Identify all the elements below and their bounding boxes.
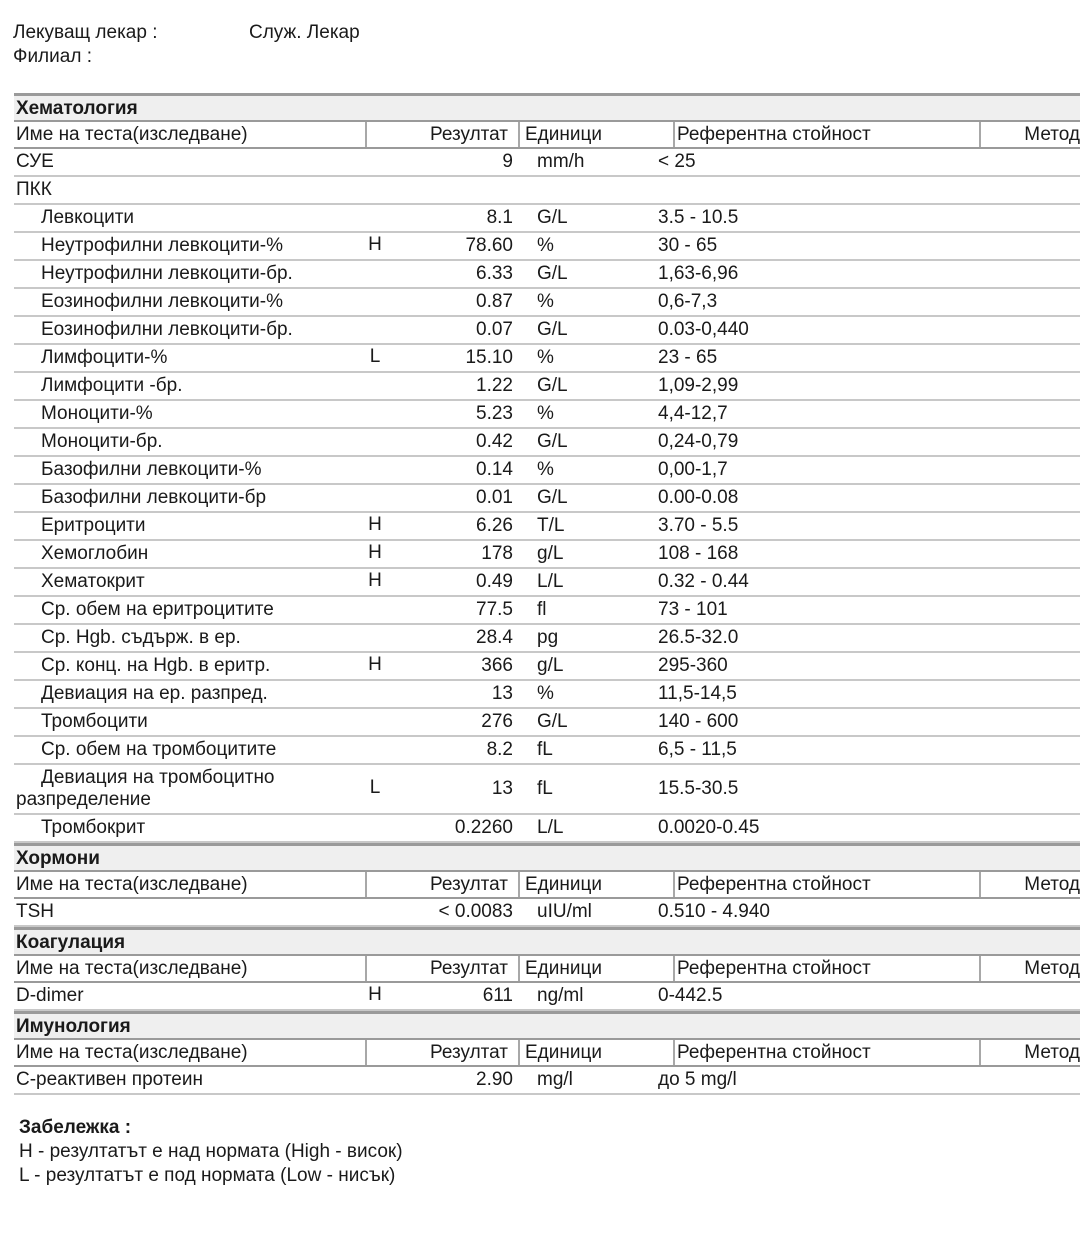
test-name: Лимфоцити -бр.: [41, 375, 183, 396]
result-unit: G/L: [537, 319, 568, 340]
section-title: Коагулация: [14, 927, 1080, 954]
test-name: Ср. конц. на Hgb. в еритр.: [41, 655, 271, 676]
reference-range: до 5 mg/l: [658, 1069, 737, 1090]
test-row: [14, 541, 1080, 569]
result-value: 13: [491, 683, 513, 704]
test-name: Ср. обем на еритроцитите: [41, 599, 274, 620]
test-row: [14, 737, 1080, 765]
result-flag: L: [369, 777, 381, 798]
test-name: Тромбокрит: [41, 817, 146, 838]
test-name: Лимфоцити-%: [41, 347, 168, 368]
test-name: Еозинофилни левкоцити-%: [41, 291, 283, 312]
test-row: [14, 261, 1080, 289]
result-unit: fL: [537, 778, 553, 799]
result-unit: mg/l: [537, 1069, 573, 1090]
col-header-reference: Референтна стойност: [673, 872, 979, 897]
reference-range: 0.00-0.08: [658, 487, 739, 508]
result-value: 78.60: [465, 235, 513, 256]
reference-range: 0.32 - 0.44: [658, 571, 749, 592]
column-header-row: [14, 870, 1080, 899]
reference-range: 4,4-12,7: [658, 403, 728, 424]
result-value: 611: [482, 985, 513, 1006]
reference-range: 6,5 - 11,5: [658, 739, 737, 760]
treating-doctor-label: Лекуващ лекар :: [13, 22, 158, 43]
test-row: [14, 373, 1080, 401]
result-value: 1.22: [476, 375, 513, 396]
test-row: [14, 653, 1080, 681]
reference-range: 23 - 65: [658, 347, 718, 368]
col-header-reference: Референтна стойност: [673, 122, 979, 147]
result-unit: L/L: [537, 817, 564, 838]
test-row: [14, 429, 1080, 457]
result-unit: %: [537, 403, 554, 424]
result-value: 0.2260: [454, 817, 513, 838]
col-header-units: Единици: [518, 1040, 673, 1065]
reference-range: 26.5-32.0: [658, 627, 739, 648]
result-value: 2.90: [476, 1069, 513, 1090]
result-unit: %: [537, 235, 554, 256]
result-unit: ng/ml: [537, 985, 584, 1006]
result-unit: %: [537, 683, 554, 704]
treating-doctor-value: Служ. Лекар: [249, 22, 360, 43]
result-value: 6.33: [476, 263, 513, 284]
test-row: [14, 625, 1080, 653]
note-low-line: L - резултатът е под нормата (Low - нисък): [19, 1165, 396, 1186]
result-unit: fl: [537, 599, 547, 620]
test-row: [14, 709, 1080, 737]
test-name: СУЕ: [16, 151, 54, 172]
reference-range: 3.5 - 10.5: [658, 207, 739, 228]
result-value: 77.5: [476, 599, 513, 620]
test-name: [14, 767, 365, 811]
result-value: 0.14: [476, 459, 513, 480]
note-high-line: H - резултатът е над нормата (High - висок): [19, 1141, 403, 1162]
test-name: Тромбоцити: [41, 711, 148, 732]
section-block: [14, 1011, 1080, 1095]
test-name: ПКК: [16, 179, 52, 200]
reference-range: 3.70 - 5.5: [658, 515, 739, 536]
col-header-units: Единици: [518, 956, 673, 981]
test-row: [14, 815, 1080, 843]
reference-range: 108 - 168: [658, 543, 739, 564]
reference-range: 30 - 65: [658, 235, 718, 256]
result-unit: mm/h: [537, 151, 585, 172]
reference-range: 1,63-6,96: [658, 263, 739, 284]
col-header-name: Име на теста(изследване): [16, 1042, 248, 1063]
column-header-row: [14, 1038, 1080, 1067]
test-name: Ср. обем на тромбоцитите: [41, 739, 277, 760]
result-unit: pg: [537, 627, 559, 648]
result-value: 13: [491, 778, 513, 799]
result-flag: H: [368, 514, 382, 535]
result-value: 366: [481, 655, 513, 676]
section-block: [14, 843, 1080, 927]
reference-range: 0.510 - 4.940: [658, 901, 770, 922]
result-value: 0.42: [476, 431, 513, 452]
col-header-result: Резултат: [365, 956, 518, 981]
test-name: Неутрофилни левкоцити-бр.: [41, 263, 293, 284]
result-unit: G/L: [537, 207, 568, 228]
test-row: [14, 681, 1080, 709]
col-header-reference: Референтна стойност: [673, 1040, 979, 1065]
reference-range: 11,5-14,5: [658, 683, 737, 704]
test-row: [14, 317, 1080, 345]
result-flag: H: [368, 234, 382, 255]
reference-range: 295-360: [658, 655, 728, 676]
test-name: Ср. Hgb. съдърж. в ер.: [41, 627, 241, 648]
test-row: [14, 345, 1080, 373]
reference-range: 0-442.5: [658, 985, 723, 1006]
test-row: [14, 401, 1080, 429]
result-unit: G/L: [537, 375, 568, 396]
test-name: Базофилни левкоцити-бр: [41, 487, 267, 508]
col-header-result: Резултат: [365, 872, 518, 897]
col-header-method: Метод: [979, 122, 1080, 147]
test-name: Хематокрит: [41, 571, 145, 592]
section-block: [14, 927, 1080, 1011]
col-header-result: Резултат: [365, 1040, 518, 1065]
result-value: 5.23: [476, 403, 513, 424]
reference-range: 15.5-30.5: [658, 778, 739, 799]
col-header-reference: Референтна стойност: [673, 956, 979, 981]
test-row: [14, 233, 1080, 261]
test-row: [14, 899, 1080, 927]
reference-range: 0.0020-0.45: [658, 817, 760, 838]
result-value: 28.4: [476, 627, 513, 648]
test-row: [14, 177, 1080, 205]
result-unit: G/L: [537, 431, 568, 452]
legend-note: [19, 1116, 403, 1188]
result-flag: H: [368, 570, 382, 591]
reference-range: 73 - 101: [658, 599, 728, 620]
col-header-units: Единици: [518, 872, 673, 897]
col-header-name: Име на теста(изследване): [16, 874, 248, 895]
result-flag: H: [368, 654, 382, 675]
test-row: [14, 569, 1080, 597]
test-row: [14, 457, 1080, 485]
test-row: [14, 289, 1080, 317]
test-name-line: Девиация на тромбоцитно: [41, 767, 275, 788]
test-name: Неутрофилни левкоцити-%: [41, 235, 283, 256]
result-unit: fL: [537, 739, 553, 760]
col-header-method: Метод: [979, 872, 1080, 897]
col-header-method: Метод: [979, 1040, 1080, 1065]
section-title: Имунология: [14, 1011, 1080, 1038]
test-row: [14, 485, 1080, 513]
reference-range: 0.03-0,440: [658, 319, 749, 340]
result-unit: T/L: [537, 515, 565, 536]
result-unit: %: [537, 291, 554, 312]
result-value: < 0.0083: [438, 901, 513, 922]
test-name: TSH: [16, 901, 54, 922]
result-unit: G/L: [537, 711, 568, 732]
result-flag: L: [369, 346, 381, 367]
section-block: [14, 93, 1080, 843]
result-unit: %: [537, 347, 554, 368]
note-title: Забележка :: [19, 1117, 132, 1138]
result-unit: L/L: [537, 571, 564, 592]
test-name: Девиация на ер. разпред.: [41, 683, 268, 704]
result-unit: uIU/ml: [537, 901, 592, 922]
results-report: [14, 93, 1080, 1095]
reference-range: 0,24-0,79: [658, 431, 739, 452]
col-header-method: Метод: [979, 956, 1080, 981]
test-name: Базофилни левкоцити-%: [41, 459, 262, 480]
reference-range: 0,6-7,3: [658, 291, 718, 312]
result-value: 0.07: [476, 319, 513, 340]
result-unit: g/L: [537, 543, 564, 564]
result-value: 0.49: [476, 571, 513, 592]
test-row: [14, 765, 1080, 815]
result-flag: H: [368, 984, 382, 1005]
result-value: 6.26: [476, 515, 513, 536]
test-name: Моноцити-%: [41, 403, 153, 424]
test-row: [14, 149, 1080, 177]
test-row: [14, 205, 1080, 233]
test-name-line: разпределение: [16, 789, 151, 810]
result-value: 15.10: [465, 347, 513, 368]
section-title: Хематология: [14, 93, 1080, 120]
test-row: [14, 597, 1080, 625]
col-header-result: Резултат: [365, 122, 518, 147]
reference-range: 1,09-2,99: [658, 375, 739, 396]
reference-range: 140 - 600: [658, 711, 739, 732]
test-name: С-реактивен протеин: [16, 1069, 203, 1090]
test-name: Моноцити-бр.: [41, 431, 163, 452]
result-value: 9: [502, 151, 513, 172]
col-header-name: Име на теста(изследване): [16, 958, 248, 979]
result-value: 0.87: [476, 291, 513, 312]
result-value: 8.1: [486, 207, 513, 228]
test-name: Еозинофилни левкоцити-бр.: [41, 319, 293, 340]
result-unit: %: [537, 459, 554, 480]
column-header-row: [14, 954, 1080, 983]
test-row: [14, 983, 1080, 1011]
col-header-name: Име на теста(изследване): [16, 124, 248, 145]
result-value: 0.01: [476, 487, 513, 508]
reference-range: < 25: [658, 151, 696, 172]
test-row: [14, 513, 1080, 541]
col-header-units: Единици: [518, 122, 673, 147]
result-value: 178: [481, 543, 513, 564]
result-flag: H: [368, 542, 382, 563]
result-value: 8.2: [486, 739, 513, 760]
result-unit: g/L: [537, 655, 564, 676]
branch-label: Филиал :: [13, 46, 92, 67]
result-unit: G/L: [537, 487, 568, 508]
section-title: Хормони: [14, 843, 1080, 870]
column-header-row: [14, 120, 1080, 149]
test-name: D-dimer: [16, 985, 84, 1006]
reference-range: 0,00-1,7: [658, 459, 728, 480]
result-value: 276: [481, 711, 513, 732]
test-row: [14, 1067, 1080, 1095]
test-name: Левкоцити: [41, 207, 135, 228]
result-unit: G/L: [537, 263, 568, 284]
test-name: Еритроцити: [41, 515, 146, 536]
test-name: Хемоглобин: [41, 543, 149, 564]
